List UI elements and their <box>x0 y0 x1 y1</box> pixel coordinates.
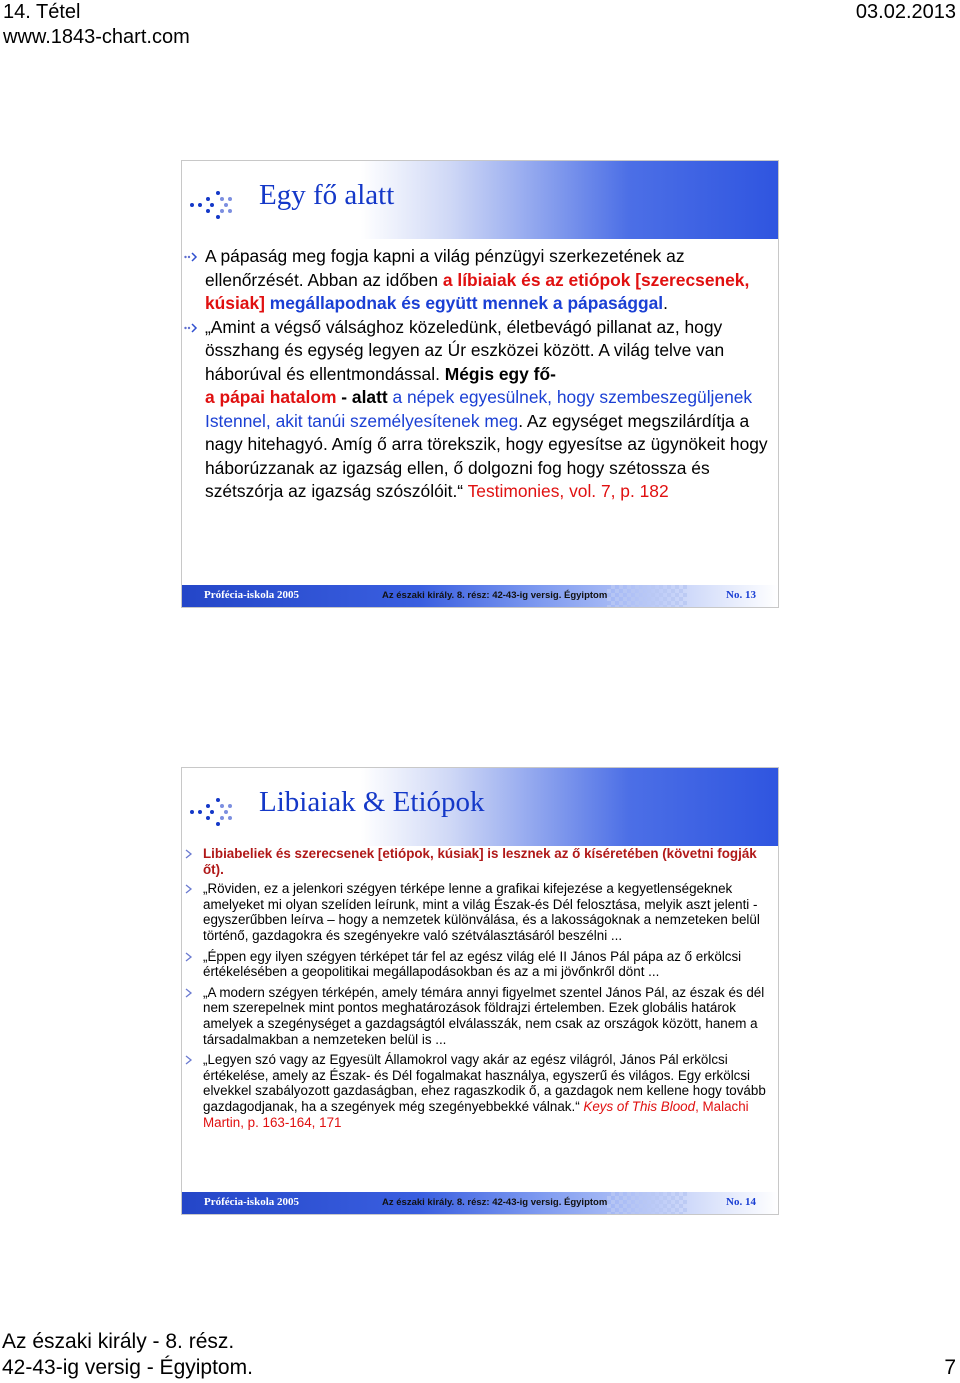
page-number: 7 <box>944 1356 956 1379</box>
bullet-arrow-icon <box>184 988 194 998</box>
list-item <box>182 949 766 980</box>
bullet-arrow-icon <box>184 952 194 962</box>
bullet-highlight-blue: a népek egyesülnek, hogy szembeszegüljenek Istennel, akit tanúi személyesítenek meg <box>205 387 753 431</box>
slide-body <box>182 846 778 1130</box>
slide-title: Egy fő alatt <box>259 179 395 211</box>
dots-arrow-icon <box>188 183 240 223</box>
slide-number: No. 13 <box>726 589 756 601</box>
footer-left: Prófécia-iskola 2005 <box>204 589 300 601</box>
bullet-arrow-icon <box>184 1055 194 1065</box>
footer-pattern <box>607 585 687 607</box>
page-header-url: www.1843-chart.com <box>3 26 190 48</box>
bullet-text: „Éppen egy ilyen szégyen térképet tár fel az egész világ elé II János Pál pápa az ő erkölcsi értékelésében a geopolitikai megállapodásokban és az a mi jövőnkről dönt ... <box>203 948 742 980</box>
slide-title: Libiaiak & Etiópok <box>259 786 485 818</box>
page-header-title: 14. Tétel <box>3 1 81 23</box>
page-footer-line2: 42-43-ig versig - Égyiptom. <box>2 1356 253 1379</box>
bullet-text: „Röviden, ez a jelenkori szégyen térképe lenne a grafikai kifejezése a kegyetlenségeknek amelyeket mi olyan szelíden leírunk, mint a világ Észak-és Dél felosztása, melyik aszt jelenti - egyszerűbben leírva – hogy a nemzetek különválása, és a lakosságoknak a nemzeteken belül történő, gazdagokra és szegényekre való szétválasztásáról beszélni ... <box>203 881 760 943</box>
bullet-arrow-icon <box>184 849 194 859</box>
slide-title-bar <box>182 161 778 239</box>
footer-center: Az északi király. 8. rész: 42-43-ig versig. Égyiptom <box>382 1197 608 1208</box>
bullet-highlight-red: a pápai hatalom <box>205 387 337 407</box>
bullet-highlight-red: a líbiaiak és az etiópok [szerecsenek, kúsiak] <box>205 269 750 313</box>
footer-center: Az északi király. 8. rész: 42-43-ig versig. Égyiptom <box>382 590 608 601</box>
bullet-bold: Mégis egy fő- <box>444 363 556 384</box>
footer-left: Prófécia-iskola 2005 <box>204 1196 300 1208</box>
list-item <box>182 846 766 877</box>
slide-title-bar <box>182 768 778 846</box>
list-item <box>182 245 768 316</box>
citation: , Malachi Martin, p. 163-164, 171 <box>203 1098 749 1130</box>
slide-number: No. 14 <box>726 1196 756 1208</box>
bullet-text-end: . <box>663 293 668 313</box>
bullet-text: A pápaság meg fogja kapni a világ pénzügyi szerkezetének az ellenőrzését. Abban az időben <box>205 246 685 290</box>
bullet-text: „A modern szégyen térképén, amely témára annyi figyelmet szentel János Pál, az észak és dél nem szerepelnek mint pontos meghatározások földrajzi értelemben. Ezek globális határok amelyek a szegénységet a gazdagságtól elválasszák, nem csak az országok között, hanem a társadalmakban a nemzeteken belül is ... <box>203 984 765 1047</box>
bullet-arrow-icon <box>184 252 200 262</box>
bullet-arrow-icon <box>184 323 200 333</box>
citation-title: Keys of This Blood <box>583 1098 696 1114</box>
footer-pattern <box>607 1192 687 1214</box>
list-item <box>182 881 766 943</box>
bullet-heading: Libiabeliek és szerecsenek [etiópok, kúsiak] is lesznek az ő kíséretében (követni fogják őt). <box>203 846 757 877</box>
citation: Testimonies, vol. 7, p. 182 <box>467 481 669 501</box>
slide-body <box>182 245 778 504</box>
bullet-bold: - alatt <box>336 387 388 407</box>
list-item <box>182 985 766 1047</box>
bullet-arrow-icon <box>184 884 194 894</box>
page-footer-line1: Az északi király - 8. rész. <box>2 1330 235 1353</box>
list-item <box>182 1052 766 1130</box>
slide-14 <box>181 767 779 1215</box>
slide-footer <box>182 1192 778 1214</box>
bullet-highlight-blue: megállapodnak és együtt mennek a pápasággal <box>264 293 664 313</box>
slide-13 <box>181 160 779 608</box>
dots-arrow-icon <box>188 790 240 830</box>
bullet-text: „Legyen szó vagy az Egyesült Államokrol vagy akár az egész világról, János Pál erkölcsi értékelése, amely az Észak- és Dél fogalmakat használya, egyszerű és világos. Egy erkölcsi elvekkel szabályozott gazdaságban, ehez ragaszkodik ő, a gazdagok nem kellene hogy tovább gazdagodjanak, ha a szegények még szegényebbekké válnak.“ <box>203 1052 766 1114</box>
bullet-text: „Amint a végső válsághoz közeledünk, életbevágó pillanat az, hogy összhang és egység legyen az Úr eszközei között. A világ telve van háborúval és ellentmondással. <box>205 316 725 384</box>
slide-footer <box>182 585 778 607</box>
list-item <box>182 316 768 504</box>
page-header-date: 03.02.2013 <box>855 1 956 23</box>
bullet-text: . Az egységet megszilárdítja a nagy hitehagyó. Amíg ő arra törekszik, hogy egyesítse az ügynökeit hogy háborúzzanak az igazság ellen, ő dolgozni fog hogy szétossza és szétszórja az igazság szószólóit.“ <box>205 410 768 501</box>
